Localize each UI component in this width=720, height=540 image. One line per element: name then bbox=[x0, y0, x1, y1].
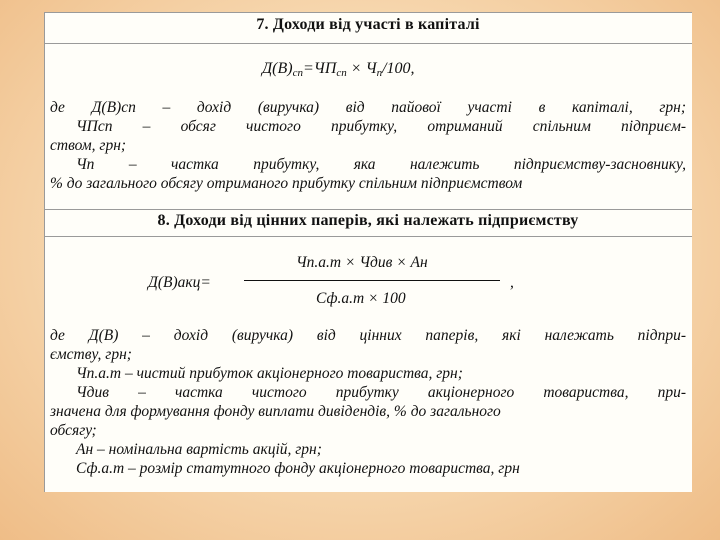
section-8-heading: 8. Доходи від цінних паперів, які належать підприємству bbox=[157, 212, 579, 229]
definition-line: Ан – номінальна вартість акцій, грн; bbox=[76, 441, 322, 458]
fraction-bar bbox=[244, 280, 500, 281]
definition-line: Чдив – частка чистого прибутку акціонерного товариства, при- bbox=[76, 384, 686, 401]
formula-numerator: Чп.а.т × Чдив × Ан bbox=[296, 254, 428, 271]
definition-line: де Д(В)сп – дохід (виручка) від пайової участі в капіталі, грн; bbox=[50, 99, 686, 116]
rule-7 bbox=[44, 43, 692, 44]
definition-line: обсягу; bbox=[50, 422, 97, 439]
definition-line: значена для формування фонду виплати дивідендів, % до загального bbox=[50, 403, 501, 420]
definition-line: Чп.а.т – чистий прибуток акціонерного товариства, грн; bbox=[76, 365, 463, 382]
formula-equity-income: $Д(В)_{сп}=ЧП_{сп} \times Ч_п/100$, bbox=[262, 60, 415, 79]
formula-lhs: Д(В)акц= bbox=[148, 274, 211, 291]
formula-comma: , bbox=[510, 274, 514, 291]
definition-line: Чп – частка прибутку, яка належить підприємству-засновнику, bbox=[76, 156, 686, 173]
definition-line: % до загального обсягу отриманого прибутку спільним підприємством bbox=[50, 175, 523, 192]
definition-line: ємству, грн; bbox=[50, 346, 132, 363]
formula-denominator: Сф.а.т × 100 bbox=[316, 290, 406, 307]
rule-8-bottom bbox=[44, 236, 692, 237]
slide-page bbox=[44, 12, 692, 492]
definition-line: ством, грн; bbox=[50, 137, 127, 154]
top-rule bbox=[44, 12, 692, 13]
rule-8-top bbox=[44, 209, 692, 210]
definition-line: ЧПсп – обсяг чистого прибутку, отриманий спільним підприєм- bbox=[76, 118, 686, 135]
definition-line: де Д(В) – дохід (виручка) від цінних паперів, які належать підпри- bbox=[50, 327, 686, 344]
section-7-heading: 7. Доходи від участі в капіталі bbox=[256, 16, 480, 33]
definition-line: Сф.а.т – розмір статутного фонду акціонерного товариства, грн bbox=[76, 460, 520, 477]
